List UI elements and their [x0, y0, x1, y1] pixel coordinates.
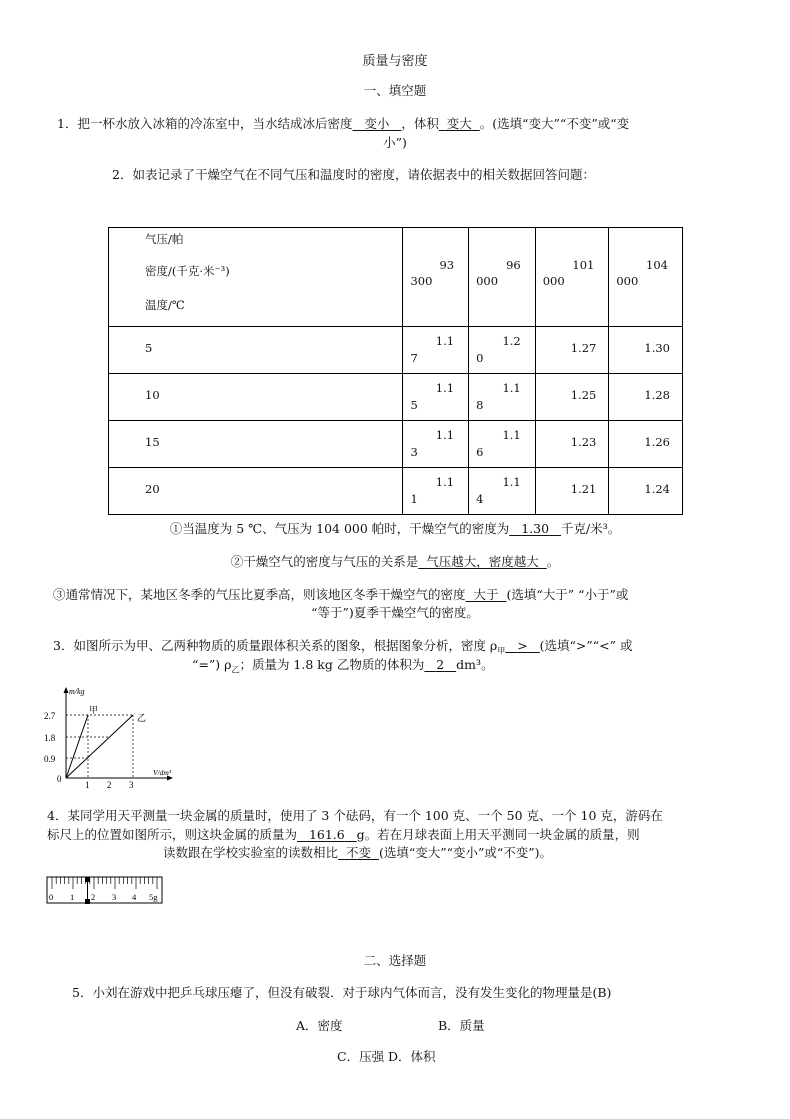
line-yi: [66, 715, 133, 778]
table-row: 15 1.1 3 1.1 6 1.23 1.26: [109, 421, 683, 468]
density-table: [108, 227, 683, 515]
option-a: A．密度: [296, 1018, 343, 1033]
ruler-label: 5g: [149, 892, 158, 902]
q2-answer-1: 1.30: [521, 521, 550, 536]
table-row: 10 1.1 5 1.1 8 1.25 1.28: [109, 374, 683, 421]
question-2-intro: 2．如表记录了干燥空气在不同气压和温度时的密度，请依据表中的相关数据回答问题：: [112, 167, 595, 182]
question-4: 4．某同学用天平测量一块金属的质量时，使用了 3 个砝码，有一个 100 克、一个 50 克、一个 10 克，游码在: [47, 808, 663, 823]
q2-answer-3: 大于: [473, 587, 499, 602]
q2-sub-1: ①当温度为 5 ℃、气压为 104 000 帕时，干燥空气的密度为 1.30 千克/米³。: [169, 521, 621, 536]
x-tick: 2: [107, 780, 112, 790]
ruler-label: 3: [112, 892, 117, 902]
pressure-col-2: 96 000: [469, 228, 536, 327]
pressure-col-1: 93 300: [403, 228, 469, 327]
line-jia: [66, 715, 88, 778]
q4-answer-1: 161.6: [308, 827, 345, 842]
y-tick: 2.7: [44, 711, 56, 721]
x-tick: 1: [85, 780, 90, 790]
y-tick: 0.9: [44, 754, 56, 764]
table-header-cell: 气压/帕 密度/(千克·米⁻³) 温度/℃: [109, 228, 403, 327]
question-3: 3．如图所示为甲、乙两种物质的质量跟体积关系的图象，根据图象分析，密度 $\rho_甲$ > (选填“>”“<” 或: [53, 638, 633, 656]
question-4-line2: 标尺上的位置如图所示，则这块金属的质量为 161.6 g。若在月球表面上用天平测同一块金属的质量，则: [47, 827, 640, 842]
section-fill-in: 一、填空题: [363, 83, 427, 98]
y-tick: 0: [57, 774, 62, 784]
q1-answer-2: 变大: [446, 116, 472, 131]
line-yi-label: 乙: [137, 713, 147, 723]
question-3-cont: “=”) $\rho_乙$；质量为 1.8 kg 乙物质的体积为 2 dm³。: [192, 657, 494, 675]
ruler-label: 2: [91, 892, 96, 902]
q4-answer-2: 不变: [345, 845, 371, 860]
balance-ruler: [46, 876, 164, 906]
ruler-label: 1: [70, 892, 75, 902]
question-1: 1．把一杯水放入冰箱的冷冻室中，当水结成冰后密度 变小 ，体积 变大 。(选填“变大”“不变”或“变: [57, 116, 630, 131]
x-axis-label: V/dm³: [153, 768, 172, 777]
page-title: 质量与密度: [362, 54, 428, 69]
option-c-d: C．压强 D．体积: [337, 1049, 436, 1064]
q2-sub-3: ③通常情况下，某地区冬季的气压比夏季高，则该地区冬季干燥空气的密度 大于 (选填“大于” “小于”或: [53, 587, 629, 602]
table-row: 20 1.1 1 1.1 4 1.21 1.24: [109, 468, 683, 515]
mass-volume-graph: [40, 684, 180, 794]
option-b: B．质量: [438, 1018, 485, 1033]
question-1-cont: 小”): [383, 135, 407, 150]
q3-answer-1: >: [517, 638, 528, 653]
question-5: 5．小刘在游戏中把乒乓球压瘪了，但没有破裂．对于球内气体而言，没有发生变化的物理量是(B): [72, 985, 612, 1000]
section-choice: 二、选择题: [363, 953, 427, 968]
y-tick: 1.8: [44, 733, 56, 743]
line-jia-label: 甲: [89, 705, 99, 715]
q2-answer-2: 气压越大，密度越大: [426, 554, 539, 569]
pressure-col-4: 104 000: [609, 228, 683, 327]
q2-sub-2: ②干燥空气的密度与气压的关系是 气压越大，密度越大 。: [230, 554, 560, 569]
y-axis-label: m/kg: [69, 687, 85, 696]
ruler-label: 4: [132, 892, 137, 902]
x-tick: 3: [129, 780, 134, 790]
question-4-line3: 读数跟在学校实验室的读数相比 不变 (选填“变大”“变小”或“不变”)。: [163, 845, 553, 860]
q1-answer-1: 变小: [364, 116, 390, 131]
pressure-col-3: 101 000: [535, 228, 609, 327]
q2-sub-3-cont: “等于”)夏季干燥空气的密度。: [311, 605, 479, 620]
table-row: 5 1.1 7 1.2 0 1.27 1.30: [109, 327, 683, 374]
ruler-label: 0: [49, 892, 54, 902]
q3-answer-2: 2: [436, 657, 445, 672]
